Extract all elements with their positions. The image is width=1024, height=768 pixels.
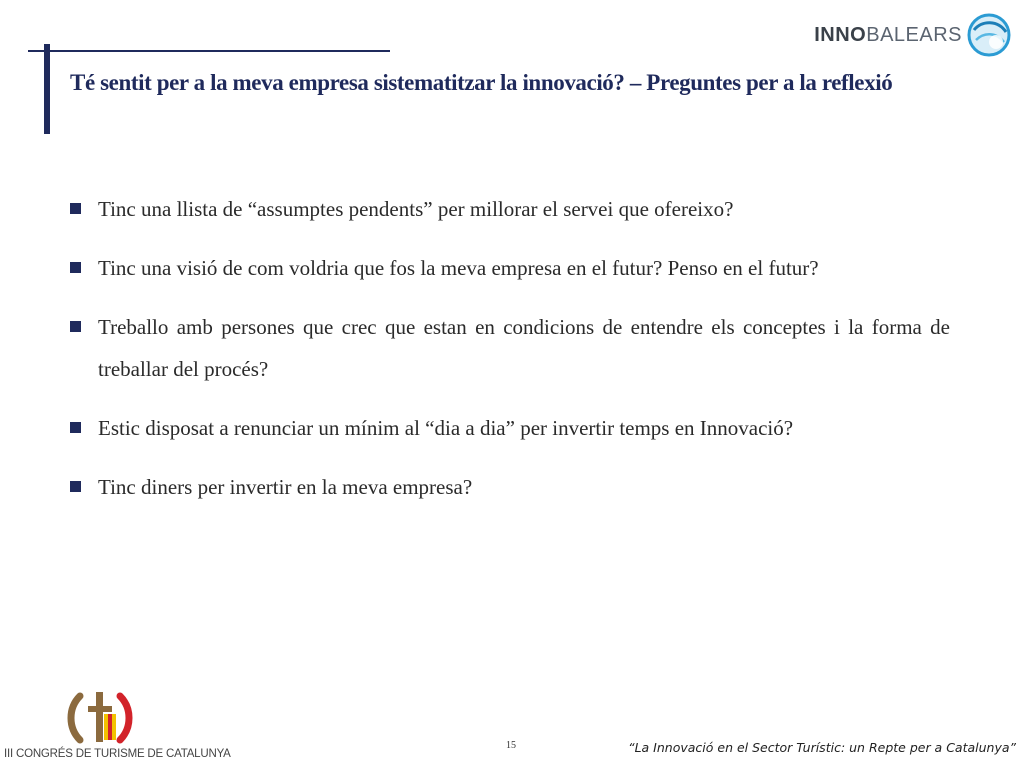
title-horizontal-rule: [28, 50, 390, 52]
turisme-t-logo-icon: [66, 688, 136, 748]
list-item: [68, 188, 950, 230]
list-item: [68, 247, 950, 289]
bullet-text: Treballo amb persones que crec que estan en condicions de entendre els conceptes i la forma de treballar del procés?: [98, 315, 950, 381]
list-item: [68, 466, 950, 508]
footer-quote: “La Innovació en el Sector Turístic: un Repte per a Catalunya”: [628, 740, 1016, 755]
bullet-square-icon: [70, 203, 81, 214]
congres-logo-text: III CONGRÉS DE TURISME DE CATALUNYA: [4, 748, 231, 760]
list-item: [68, 407, 950, 449]
bullet-square-icon: [70, 481, 81, 492]
bullet-text: Tinc diners per invertir en la meva empresa?: [98, 475, 473, 499]
bullet-list: [68, 188, 950, 525]
list-item: [68, 306, 950, 390]
bullet-text: Tinc una visió de com voldria que fos la meva empresa en el futur? Penso en el futur?: [98, 256, 819, 280]
bullet-square-icon: [70, 262, 81, 273]
bullet-square-icon: [70, 422, 81, 433]
brand-wordmark: [814, 24, 962, 47]
bullet-square-icon: [70, 321, 81, 332]
globe-swirl-icon: [966, 12, 1012, 58]
brand-wordmark-strong: INNO: [814, 23, 867, 46]
innobalears-logo: [814, 12, 1012, 58]
page-number: 15: [506, 740, 516, 751]
bullet-text: Estic disposat a renunciar un mínim al “dia a dia” per invertir temps en Innovació?: [98, 416, 794, 440]
slide-title: Té sentit per a la meva empresa sistematitzar la innovació? – Preguntes per a la reflexió: [70, 70, 893, 95]
bullet-text: Tinc una llista de “assumptes pendents” per millorar el servei que ofereixo?: [98, 197, 734, 221]
brand-wordmark-rest: BALEARS: [866, 23, 962, 46]
title-vertical-bar: [44, 44, 50, 134]
congres-turisme-logo: [4, 686, 231, 764]
